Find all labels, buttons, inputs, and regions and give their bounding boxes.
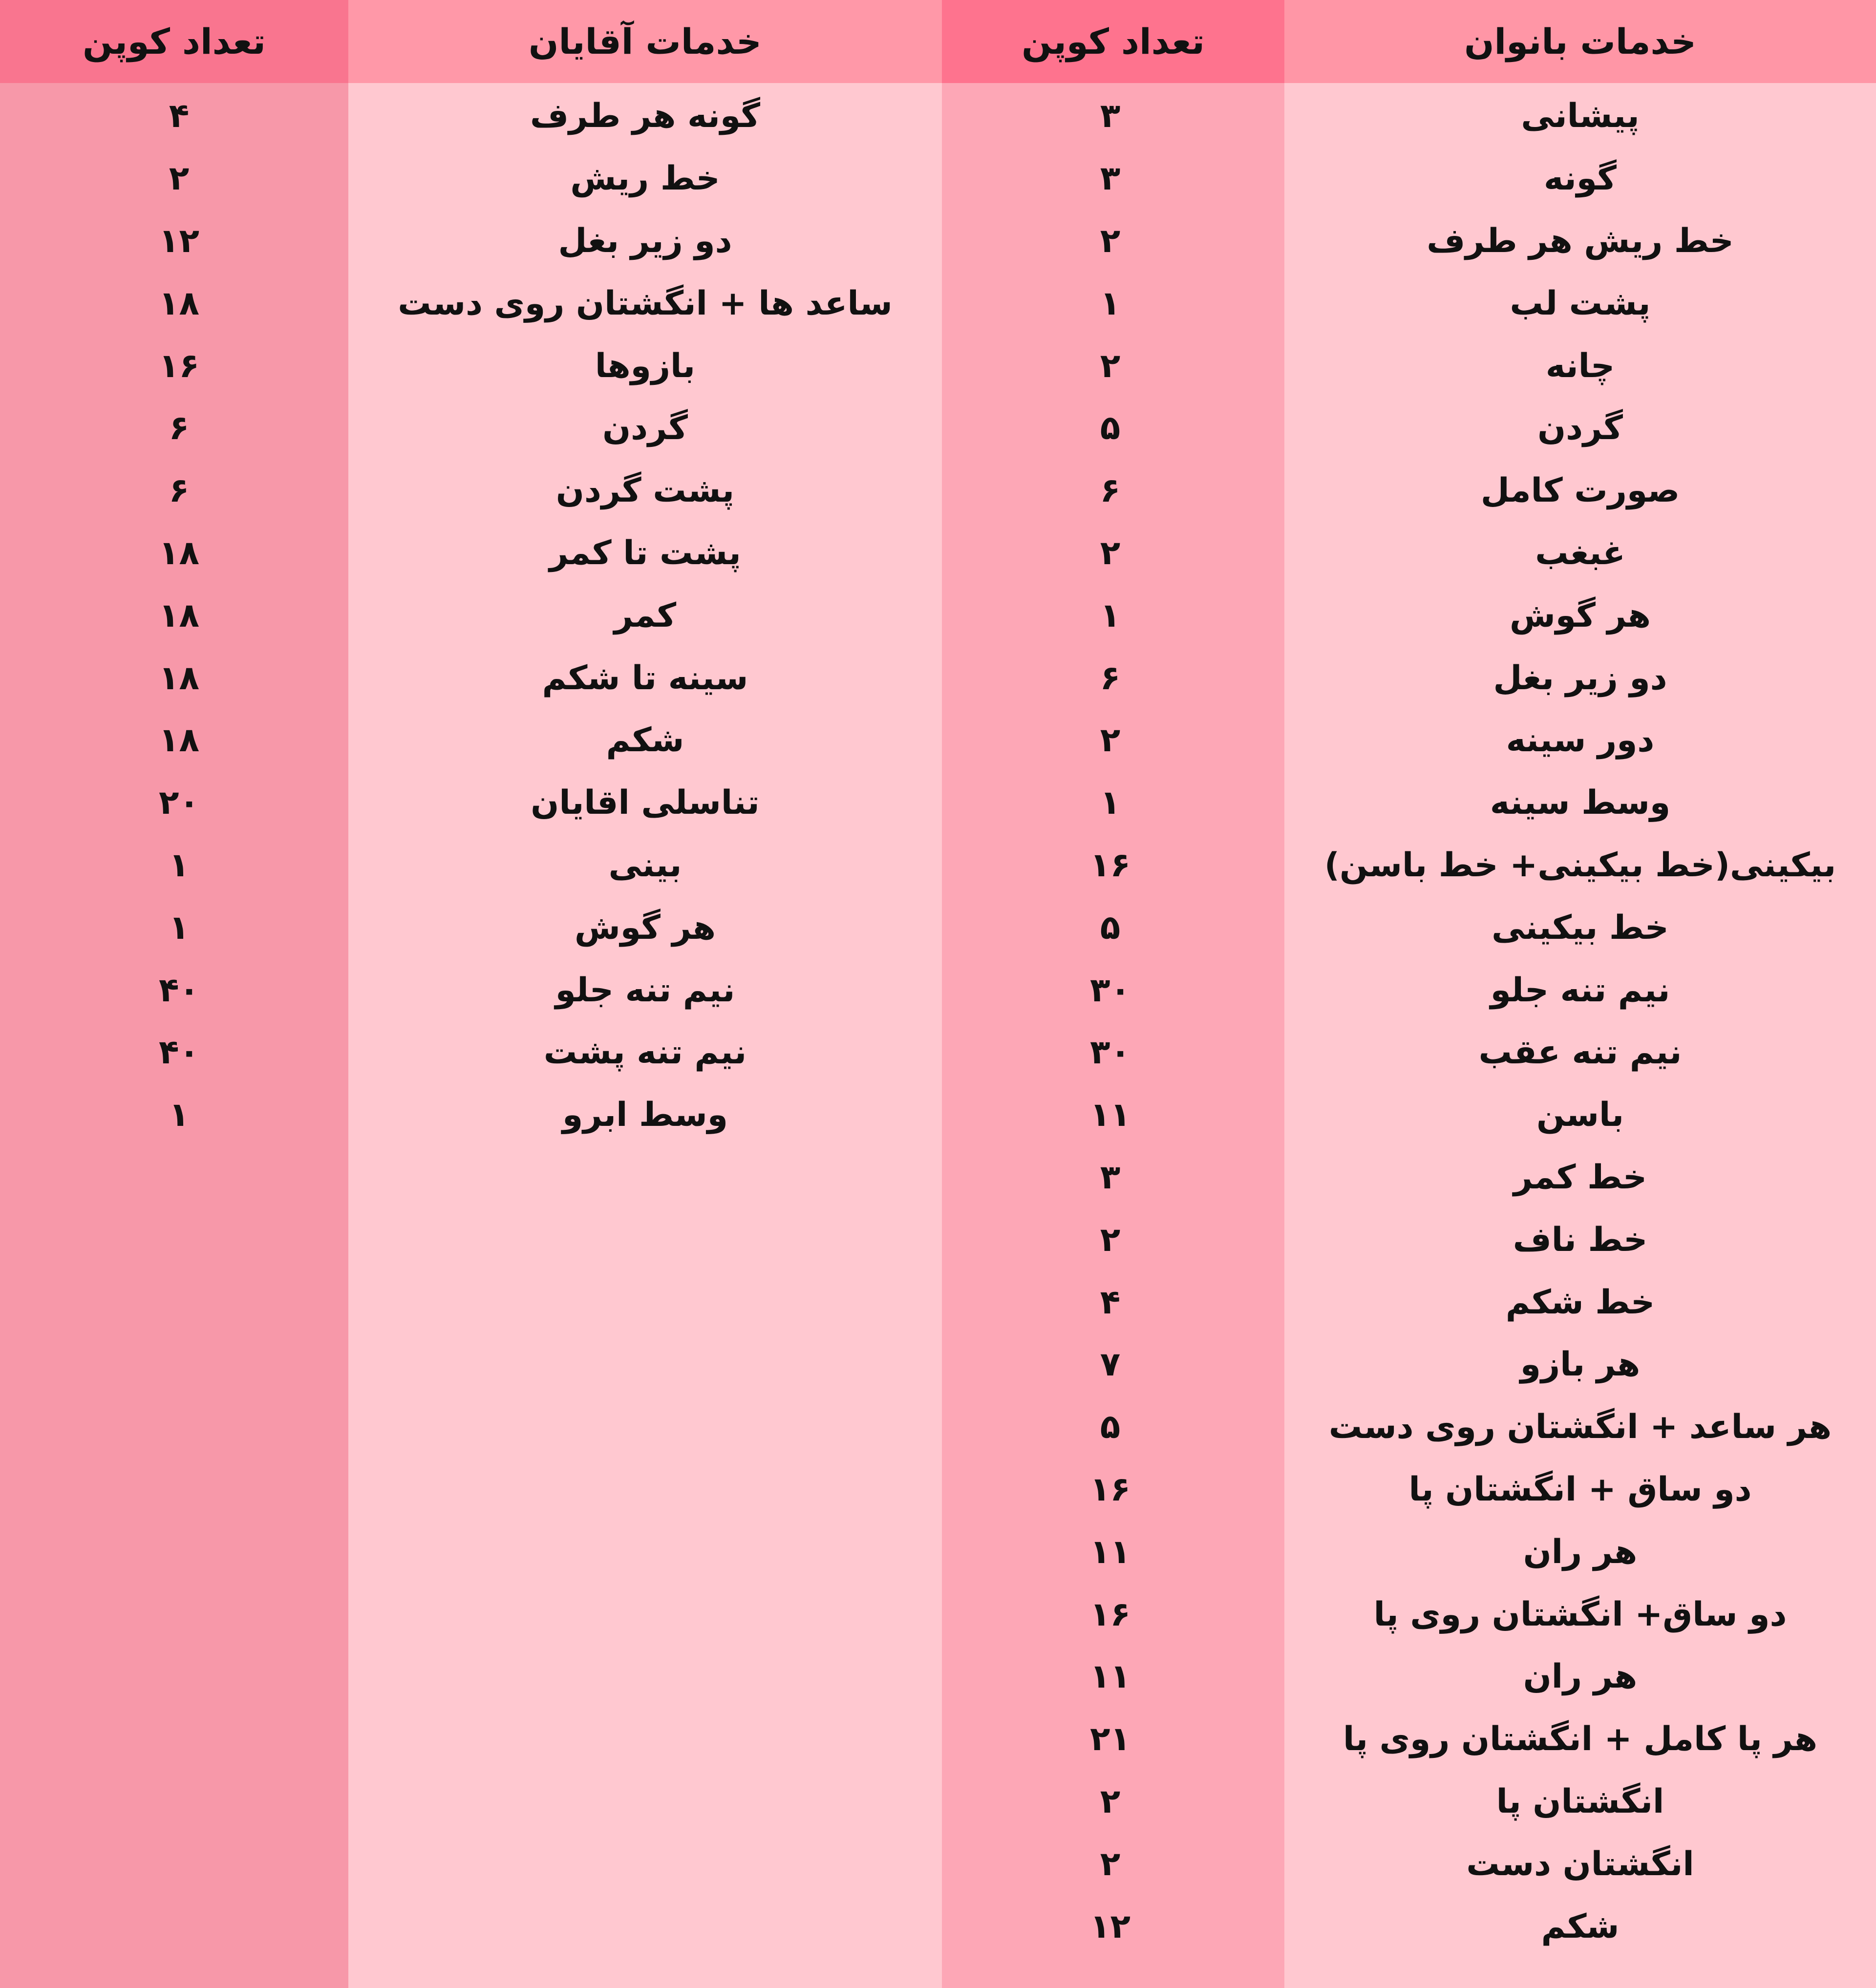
women-count-cell: ۱۶ (1090, 846, 1131, 885)
women-service-cell: هر بازو (1520, 1345, 1641, 1384)
women-count-cell: ۵ (1100, 1408, 1121, 1447)
women-service-header: خدمات بانوان (1284, 0, 1876, 83)
women-count-header: تعداد کوپن (942, 0, 1284, 83)
men-count-cell: ۱۶ (159, 346, 200, 385)
women-count-cell: ۳ (1100, 97, 1121, 136)
women-count-cell: ۶ (1100, 658, 1121, 698)
women-count-cell: ۲ (1100, 1782, 1121, 1821)
women-service-cell: دو ساق+ انگشتان روی پا (1373, 1595, 1787, 1634)
men-count-cell: ۴ (169, 97, 190, 136)
women-service-cell: هر ساعد + انگشتان روی دست (1328, 1408, 1832, 1447)
men-service-cell: گونه هر طرف (530, 97, 761, 136)
women-service-cell: نیم تنه عقب (1478, 1033, 1682, 1072)
women-service-cell: هر ران (1523, 1657, 1638, 1696)
women-count-cell: ۱ (1100, 596, 1121, 635)
men-service-cell: وسط ابرو (562, 1096, 728, 1135)
women-service-cell: گونه (1544, 159, 1617, 198)
men-service-cell: تناسلی اقایان (531, 783, 760, 823)
women-service-list (1284, 83, 1876, 1958)
women-count-cell: ۷ (1100, 1345, 1121, 1384)
women-service-cell: انگشتان پا (1496, 1782, 1664, 1821)
women-service-cell: نیم تنه جلو (1490, 971, 1670, 1010)
women-service-cell: چانه (1545, 346, 1615, 385)
women-service-cell: هر ران (1523, 1532, 1638, 1571)
men-service-cell: بینی (608, 846, 682, 885)
men-service-cell: پشت گردن (555, 471, 735, 510)
men-service-cell: نیم تنه پشت (543, 1033, 747, 1072)
women-service-cell: بیکینی(خط بیکینی+ خط باسن) (1324, 846, 1836, 885)
men-service-list (348, 83, 942, 1146)
women-service-cell: خط ناف (1513, 1220, 1648, 1259)
men-service-cell: بازوها (595, 346, 696, 385)
women-service-cell: خط کمر (1514, 1158, 1647, 1197)
men-count-cell: ۱ (169, 908, 190, 947)
women-count-cell: ۲ (1100, 533, 1121, 572)
women-count-cell: ۱۱ (1090, 1532, 1131, 1571)
men-service-column (348, 0, 942, 1988)
women-count-column (942, 0, 1284, 1988)
women-service-cell: خط بیکینی (1492, 908, 1669, 947)
women-service-cell: گردن (1537, 409, 1623, 448)
women-service-cell: دو زیر بغل (1493, 658, 1667, 698)
men-count-header: تعداد کوپن (0, 0, 348, 83)
men-service-cell: نیم تنه جلو (555, 971, 735, 1010)
women-count-list (942, 83, 1284, 1958)
women-count-cell: ۱ (1100, 783, 1121, 823)
women-count-cell: ۱۶ (1090, 1595, 1131, 1634)
men-count-cell: ۱۸ (159, 533, 200, 572)
men-count-cell: ۱ (169, 1096, 190, 1135)
women-service-cell: دور سینه (1506, 721, 1655, 760)
men-service-cell: دو زیر بغل (558, 221, 732, 260)
women-service-column (1284, 0, 1876, 1988)
men-count-cell: ۲۰ (159, 783, 200, 823)
women-count-cell: ۶ (1100, 471, 1121, 510)
men-service-cell: کمر (614, 596, 677, 635)
women-service-cell: خط ریش هر طرف (1427, 221, 1734, 260)
women-count-cell: ۱ (1100, 284, 1121, 323)
women-service-cell: هر پا کامل + انگشتان روی پا (1343, 1720, 1818, 1759)
women-count-cell: ۳۰ (1090, 1033, 1131, 1072)
women-count-cell: ۲۱ (1090, 1720, 1131, 1759)
men-count-cell: ۶ (169, 409, 190, 448)
men-count-cell: ۴۰ (159, 1033, 200, 1072)
women-count-cell: ۵ (1100, 409, 1121, 448)
women-service-cell: غبغب (1535, 533, 1625, 572)
women-count-cell: ۲ (1100, 1220, 1121, 1259)
men-count-cell: ۱۸ (159, 658, 200, 698)
women-count-cell: ۱۱ (1090, 1096, 1131, 1135)
men-count-column (0, 0, 348, 1988)
men-count-cell: ۴۰ (159, 971, 200, 1010)
men-service-cell: گردن (602, 409, 688, 448)
women-service-cell: باسن (1536, 1096, 1624, 1135)
men-count-list (0, 83, 348, 1146)
women-service-cell: پشت لب (1510, 284, 1651, 323)
men-count-cell: ۶ (169, 471, 190, 510)
men-service-header: خدمات آقایان (348, 0, 942, 83)
men-count-cell: ۱ (169, 846, 190, 885)
women-service-cell: انگشتان دست (1466, 1844, 1694, 1883)
women-service-cell: خط شکم (1505, 1283, 1655, 1322)
women-count-cell: ۲ (1100, 1844, 1121, 1883)
women-count-cell: ۴ (1100, 1283, 1121, 1322)
women-count-cell: ۱۱ (1090, 1657, 1131, 1696)
women-service-cell: هر گوش (1509, 596, 1651, 635)
women-service-cell: دو ساق + انگشتان پا (1408, 1470, 1752, 1509)
men-service-cell: سینه تا شکم (542, 658, 748, 698)
men-count-cell: ۲ (169, 159, 190, 198)
men-service-cell: خط ریش (570, 159, 720, 198)
women-service-cell: وسط سینه (1490, 783, 1671, 823)
men-service-cell: پشت تا کمر (549, 533, 741, 572)
men-service-cell: ساعد ها + انگشتان روی دست (398, 284, 893, 323)
men-count-cell: ۱۸ (159, 284, 200, 323)
men-count-cell: ۱۲ (159, 221, 200, 260)
women-service-cell: پیشانی (1521, 97, 1640, 136)
women-count-cell: ۱۲ (1090, 1907, 1131, 1946)
men-count-cell: ۱۸ (159, 596, 200, 635)
men-service-cell: هر گوش (574, 908, 716, 947)
women-count-cell: ۲ (1100, 221, 1121, 260)
women-service-cell: شکم (1541, 1907, 1620, 1946)
men-count-cell: ۱۸ (159, 721, 200, 760)
women-count-cell: ۳ (1100, 1158, 1121, 1197)
men-service-cell: شکم (606, 721, 684, 760)
women-count-cell: ۵ (1100, 908, 1121, 947)
women-count-cell: ۳۰ (1090, 971, 1131, 1010)
women-count-cell: ۱۶ (1090, 1470, 1131, 1509)
women-count-cell: ۲ (1100, 721, 1121, 760)
women-count-cell: ۳ (1100, 159, 1121, 198)
women-service-cell: صورت کامل (1480, 471, 1680, 510)
women-count-cell: ۲ (1100, 346, 1121, 385)
